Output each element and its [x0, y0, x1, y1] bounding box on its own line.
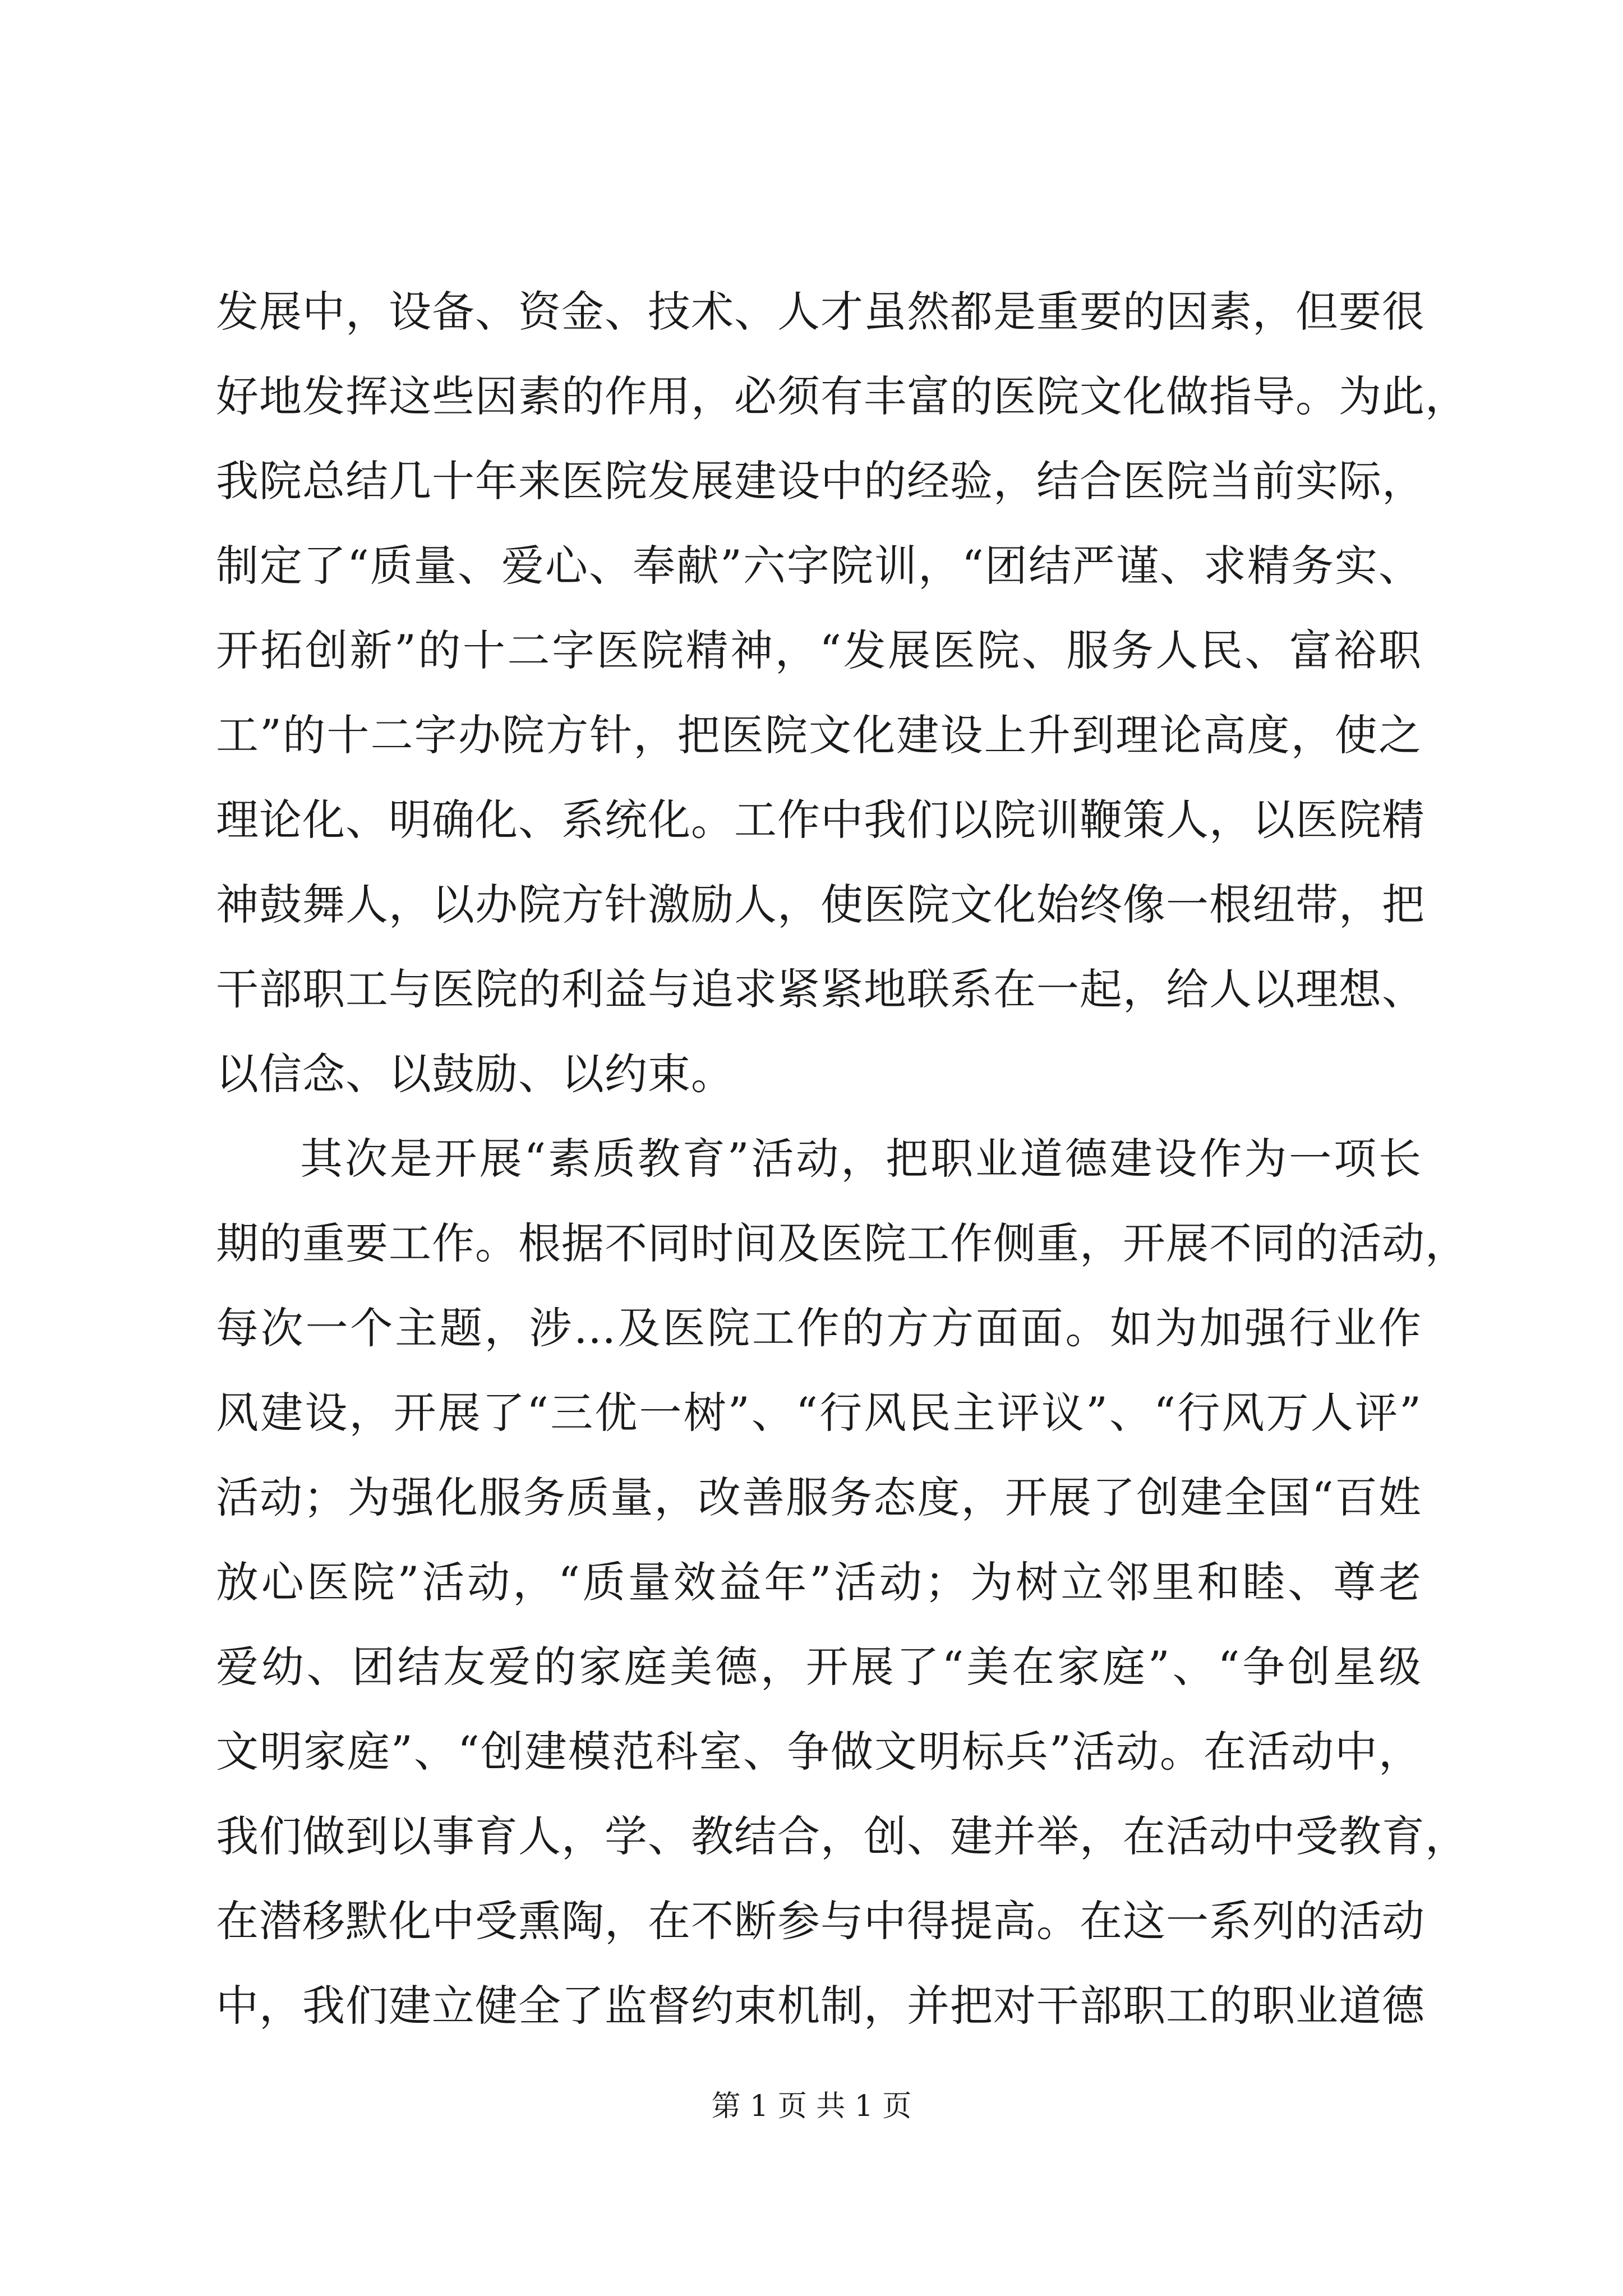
text-line: 每次一个主题，涉...及医院工作的方方面面。如为加强行业作 [216, 1303, 1422, 1353]
text-line: 以信念、以鼓励、以约束。 [216, 1049, 734, 1099]
text-line: 好地发挥这些因素的作用，必须有丰富的医院文化做指导。为此， [216, 371, 1468, 421]
text-line: 中，我们建立健全了监督约束机制，并把对干部职工的职业道德 [216, 1981, 1425, 2031]
text-line: 发展中，设备、资金、技术、人才虽然都是重要的因素，但要很 [216, 287, 1425, 337]
text-line: 理论化、明确化、系统化。工作中我们以院训鞭策人，以医院精 [216, 795, 1425, 845]
document-body [216, 269, 1468, 2048]
text-line: 爱幼、团结友爱的家庭美德，开展了“美在家庭”、“争创星级 [216, 1642, 1422, 1692]
page-footer [0, 2087, 1623, 2126]
paragraph-2 [216, 1116, 1468, 2048]
text-line: 风建设，开展了“三优一树”、“行风民主评议”、“行风万人评” [216, 1388, 1422, 1438]
text-line: 活动；为强化服务质量，改善服务态度，开展了创建全国“百姓 [216, 1473, 1422, 1522]
text-line: 我们做到以事育人，学、教结合，创、建并举，在活动中受教育， [216, 1811, 1468, 1861]
paragraph-1 [216, 269, 1468, 1116]
text-line: 其次是开展“素质教育”活动，把职业道德建设作为一项长 [300, 1134, 1422, 1184]
text-line: 放心医院”活动，“质量效益年”活动；为树立邻里和睦、尊老 [216, 1557, 1422, 1607]
text-line: 干部职工与医院的利益与追求紧紧地联系在一起，给人以理想、 [216, 964, 1425, 1014]
text-line: 开拓创新”的十二字医院精神，“发展医院、服务人民、富裕职 [216, 625, 1422, 675]
text-line: 我院总结几十年来医院发展建设中的经验，结合医院当前实际， [216, 456, 1425, 506]
text-line: 制定了“质量、爱心、奉献”六字院训，“团结严谨、求精务实、 [216, 541, 1422, 591]
page-number: 第 1 页 共 1 页 [711, 2090, 912, 2123]
text-line: 文明家庭”、“创建模范科室、争做文明标兵”活动。在活动中， [216, 1727, 1422, 1777]
text-line: 工”的十二字办院方针，把医院文化建设上升到理论高度，使之 [216, 710, 1422, 760]
text-line: 期的重要工作。根据不同时间及医院工作侧重，开展不同的活动， [216, 1218, 1468, 1268]
text-line: 神鼓舞人，以办院方针激励人，使医院文化始终像一根纽带，把 [216, 880, 1425, 930]
text-line: 在潜移默化中受熏陶，在不断参与中得提高。在这一系列的活动 [216, 1896, 1425, 1946]
